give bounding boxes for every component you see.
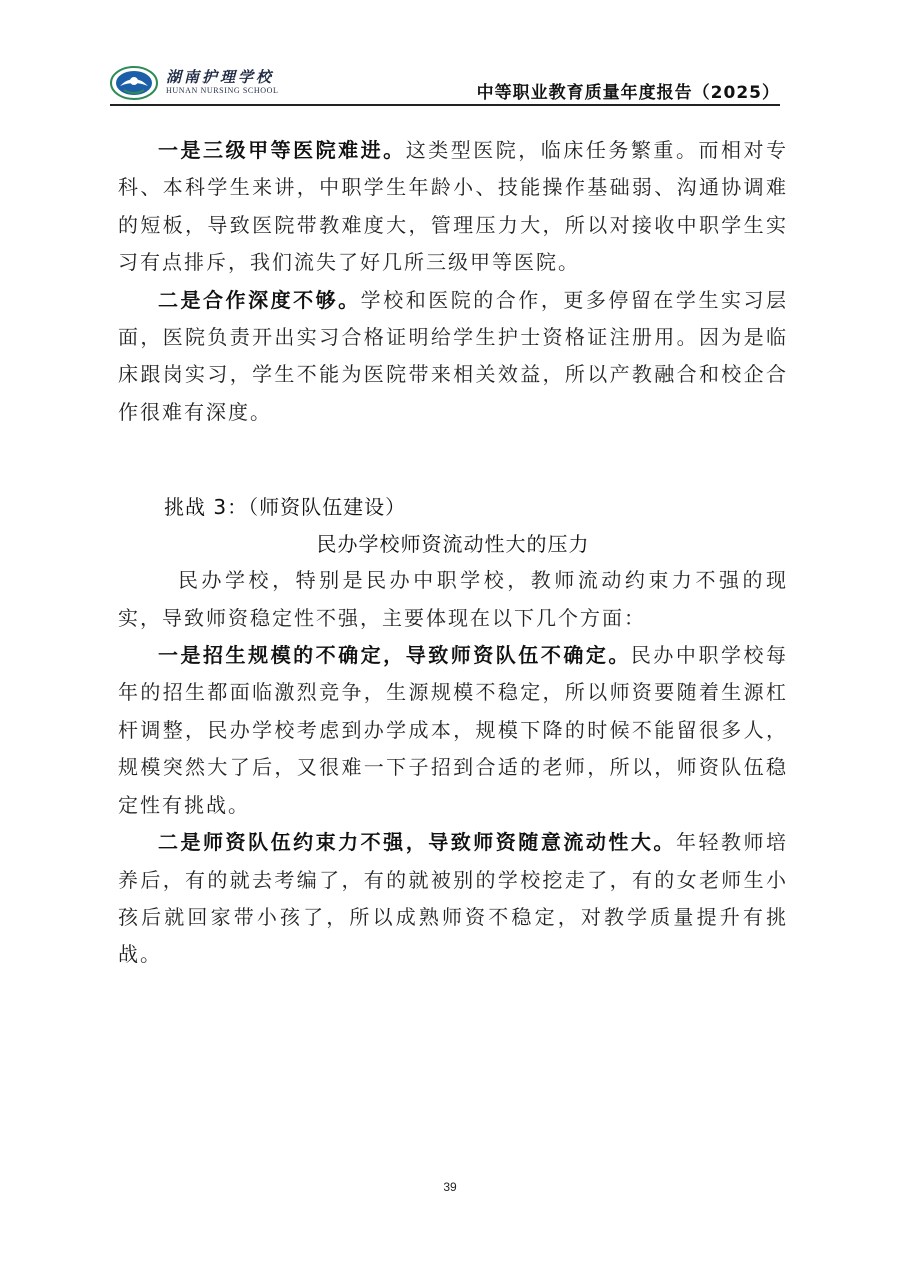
paragraph-lead: 一是三级甲等医院难进。 xyxy=(158,138,406,162)
report-title: 中等职业教育质量年度报告（2025） xyxy=(476,83,780,103)
page-number: 39 xyxy=(443,1180,457,1194)
page-body xyxy=(118,132,788,974)
school-name-en: HUNAN NURSING SCHOOL xyxy=(166,86,279,95)
paragraph-text: 年轻教师培养后，有的就去考编了，有的就被别的学校挖走了，有的女老师生小孩后就回家带小孩了，所以成熟师资不稳定，对教学质量提升有挑战。 xyxy=(118,830,789,967)
school-name-cn: 湖南护理学校 xyxy=(166,68,275,86)
paragraph-text: 这类型医院，临床任务繁重。而相对专科、本科学生来讲，中职学生年龄小、技能操作基础弱、沟通协调难的短板，导致医院带教难度大，管理压力大，所以对接收中职学生实习有点排斥，我们流失了好几所三级甲等医院。 xyxy=(118,138,789,275)
school-emblem-icon xyxy=(110,66,158,100)
page-header xyxy=(110,62,780,104)
school-logo xyxy=(110,62,320,102)
paragraph-enrollment xyxy=(118,637,788,824)
challenge-heading: 挑战 3：（师资队伍建设） xyxy=(164,495,407,520)
paragraph-cooperation-depth xyxy=(118,282,788,432)
paragraph-staff-mobility xyxy=(118,824,788,974)
paragraph-text: 民办中职学校每年的招生都面临激烈竞争，生源规模不稳定，所以师资要随着生源杠杆调整，民办学校考虑到办学成本，规模下降的时候不能留很多人，规模突然大了后，又很难一下子招到合适的老师，所以，师资队伍稳定性有挑战。 xyxy=(118,643,789,817)
paragraph-lead: 二是合作深度不够。 xyxy=(158,287,361,312)
paragraph-lead: 二是师资队伍约束力不强，导致师资随意流动性大。 xyxy=(158,830,676,855)
header-divider xyxy=(110,104,780,106)
paragraph-text: 学校和医院的合作，更多停留在学生实习层面，医院负责开出实习合格证明给学生护士资格证注册用。因为是临床跟岗实习，学生不能为医院带来相关效益，所以产教融合和校企合作很难有深度。 xyxy=(118,287,789,424)
paragraph-hospital-access xyxy=(118,132,788,282)
challenge-subtitle: 民办学校师资流动性大的压力 xyxy=(316,532,590,557)
paragraph-intro: 民办学校，特别是民办中职学校，教师流动约束力不强的现实，导致师资稳定性不强，主要体现在以下几个方面： xyxy=(118,568,788,630)
paragraph-lead: 一是招生规模的不确定，导致师资队伍不确定。 xyxy=(158,643,631,668)
